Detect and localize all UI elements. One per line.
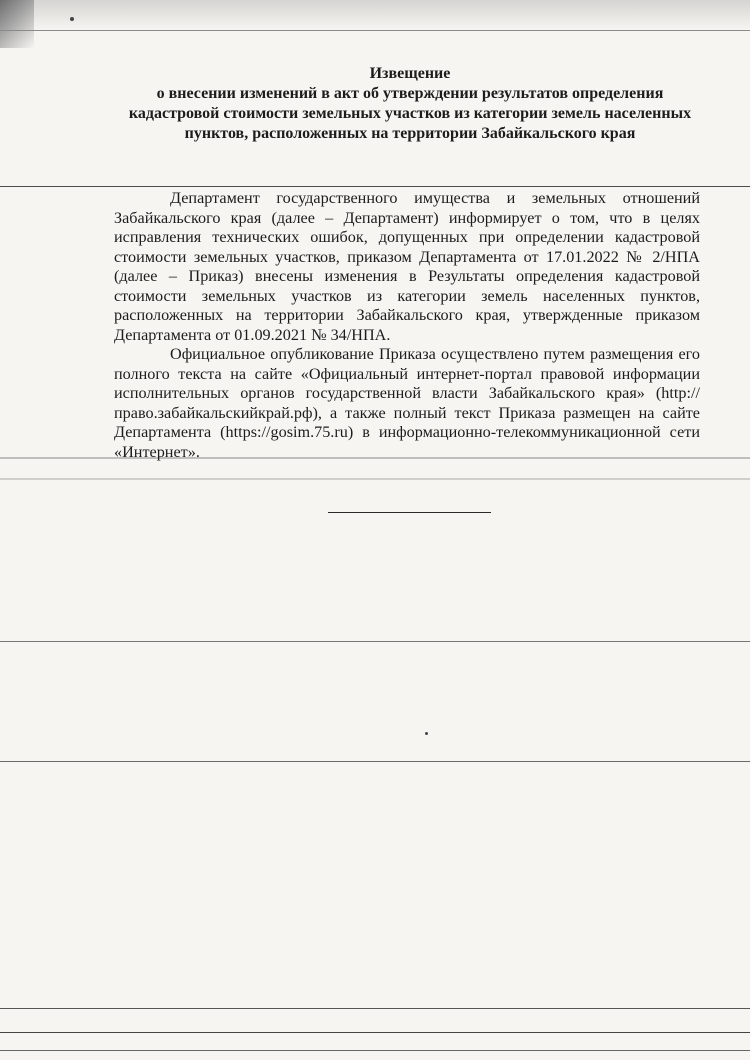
scan-artifact-line: [0, 30, 750, 31]
scan-speck: [425, 732, 428, 735]
scan-top-shadow: [34, 0, 750, 30]
notice-heading: [110, 64, 710, 144]
scan-artifact-line: [0, 1050, 750, 1051]
scan-corner-shadow: [0, 0, 34, 48]
notice-title: Извещение: [369, 65, 451, 82]
body-paragraph: Официальное опубликование Приказа осуществлено путем размещения его полного текста на сайте «Официальный интернет-портал правовой информации исполнительных органов государственной власти Забайкальского края» (http://право.забайкальскийкрай.рф), а также полный текст Приказа размещен на сайте Департамента (https://gosim.75.ru) в информационно-телекоммуникационной сети «Интернет».: [114, 345, 700, 461]
scan-speck: [70, 17, 74, 21]
scan-artifact-line: [0, 1032, 750, 1033]
scan-artifact-band: [0, 478, 750, 480]
closing-separator-line: [328, 512, 491, 513]
scan-artifact-line: [0, 641, 750, 642]
notice-subtitle: о внесении изменений в акт об утверждении результатов определения кадастровой стоимости земельных участков из категории земель населенных пунктов, расположенных на территории Забайкальского края: [128, 85, 692, 142]
scan-artifact-line: [0, 761, 750, 762]
scan-artifact-line: [0, 186, 750, 187]
body-paragraph: Департамент государственного имущества и земельных отношений Забайкальского края (далее – Департамент) информирует о том, что в целях исправления технических ошибок, допущенных при определении кадастровой стоимости земельных участков, приказом Департамента от 17.01.2022 № 2/НПА (далее – Приказ) внесены изменения в Результаты определения кадастровой стоимости земельных участков из категории земель населенных пунктов, расположенных на территории Забайкальского края, утвержденные приказом Департамента от 01.09.2021 № 34/НПА.: [114, 189, 700, 344]
scan-artifact-line: [0, 1008, 750, 1009]
notice-body: [114, 189, 700, 462]
